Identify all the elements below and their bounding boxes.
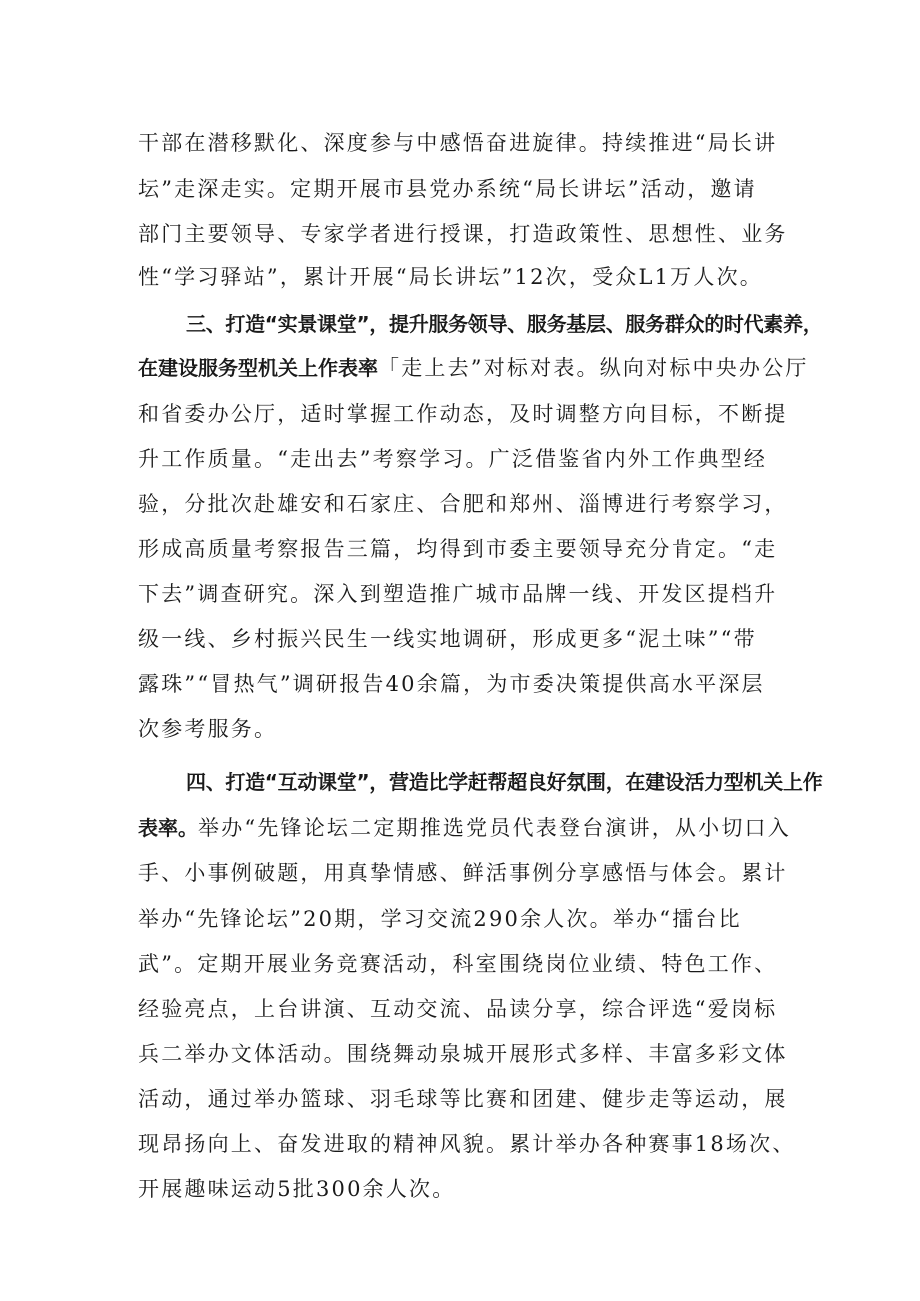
- text-line: 形成高质量考察报告三篇，均得到市委主要领导充分肯定。“走: [138, 537, 778, 561]
- text-line: 举办“先锋论坛”20期，学习交流290余人次。举办“擂台比: [138, 907, 742, 931]
- text-span: 「走上去”对标对表。纵向对标中央办公厅: [378, 356, 809, 380]
- text-line: 部门主要领导、专家学者进行授课，打造政策性、思想性、业务: [138, 222, 788, 246]
- text-line: 性“学习驿站”，累计开展“局长讲坛”12次，受众L1万人次。: [138, 265, 763, 289]
- text-span: 举办“先锋论坛二定期推选党员代表登台演讲，从小切口入: [198, 816, 791, 840]
- text-line: [138, 813, 818, 843]
- text-line: 活动，通过举办篮球、羽毛球等比赛和团建、健步走等运动，展: [138, 1087, 788, 1111]
- text-line: 和省委办公厅，适时掌握工作动态，及时调整方向目标，不断提: [138, 402, 788, 426]
- text-line: [138, 353, 818, 383]
- text-line: 升工作质量。“走出去”考察学习。广泛借鉴省内外工作典型经: [138, 447, 768, 471]
- text-line: 经验亮点，上台讲演、互动交流、品读分享，综合评选“爱岗标: [138, 997, 778, 1021]
- text-line: 现昂扬向上、奋发进取的精神风貌。累计举办各种赛事18场次、: [138, 1132, 796, 1156]
- text-line: 级一线、乡村振兴民生一线实地调研，形成更多“泥土味”“带: [138, 627, 757, 651]
- text-line: 验，分批次赴雄安和石家庄、合肥和郑州、淄博进行考察学习，: [138, 492, 788, 516]
- section-heading-4-cont: 表率。: [138, 816, 198, 840]
- section-heading-3-cont: 在建设服务型机关上作表率: [138, 356, 378, 380]
- text-line: 武”。定期开展业务竞赛活动，科室围绕岗位业绩、特色工作、: [138, 952, 778, 976]
- text-line: 下去”调查研究。深入到塑造推广城市品牌一线、开发区提档升: [138, 582, 778, 606]
- text-line: 干部在潜移默化、深度参与中感悟奋进旋律。持续推进“局长讲: [138, 131, 778, 155]
- text-line: 坛”走深走实。定期开展市县党办系统“局长讲坛”活动，邀请: [138, 177, 757, 201]
- text-line: 露珠”“冒热气”调研报告40余篇，为市委决策提供高水平深层: [138, 672, 765, 696]
- text-line: 兵二举办文体活动。围绕舞动泉城开展形式多样、丰富多彩文体: [138, 1042, 788, 1066]
- text-line: 次参考服务。: [138, 717, 278, 741]
- section-heading-4: 四、打造“互动课堂”，营造比学赶帮超良好氛围，在建设活力型机关上作: [186, 770, 823, 794]
- section-heading-3: 三、打造“实景课堂”，提升服务领导、服务基层、服务群众的时代素养，: [186, 312, 823, 336]
- text-line: 开展趣味运动5批300余人次。: [138, 1177, 456, 1201]
- text-line: 手、小事例破题，用真挚情感、鲜活事例分享感悟与体会。累计: [138, 861, 788, 885]
